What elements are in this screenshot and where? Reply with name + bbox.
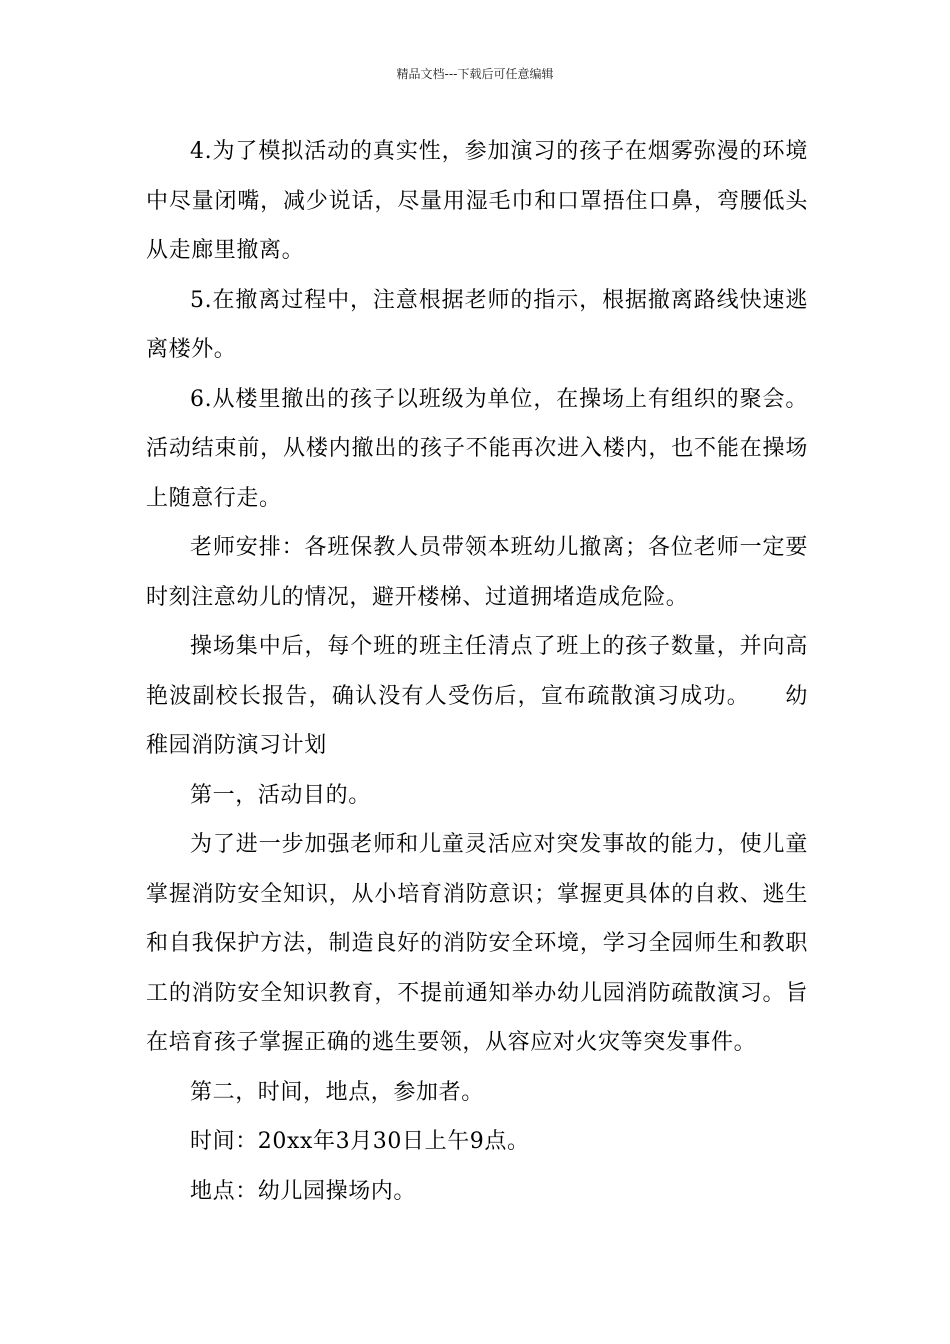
paragraph-assembly-report: 操场集中后，每个班的班主任清点了班上的孩子数量，并向高艳波副校长报告，确认没有人受伤后，宣布疏散演习成功。 幼稚园消防演习计划 — [146, 634, 808, 758]
page-header: 精品文档---下载后可任意编辑 — [396, 67, 554, 81]
paragraph-step-4: 4.为了模拟活动的真实性，参加演习的孩子在烟雾弥漫的环境中尽量闭嘴，减少说话，尽量用湿毛巾和口罩捂住口鼻，弯腰低头从走廊里撤离。 — [146, 139, 808, 263]
paragraph-purpose: 为了进一步加强老师和儿童灵活应对突发事故的能力，使儿童掌握消防安全知识，从小培育消防意识；掌握更具体的自救、逃生和自我保护方法，制造良好的消防安全环境，学习全园师生和教职工的消防安全知识教育，不提前通知举办幼儿园消防疏散演习。旨在培育孩子掌握正确的逃生要领，从容应对火灾等突发事件。 — [146, 832, 808, 1055]
document-body — [146, 127, 808, 1216]
paragraph-time: 时间：20xx年3月30日上午9点。 — [190, 1129, 530, 1154]
paragraph-step-5: 5.在撤离过程中，注意根据老师的指示，根据撤离路线快速逃离楼外。 — [146, 287, 808, 362]
section-heading-purpose: 第一，活动目的。 — [190, 782, 371, 808]
paragraph-place: 地点：幼儿园操场内。 — [190, 1178, 417, 1204]
section-heading-time-place: 第二，时间，地点，参加者。 — [190, 1079, 484, 1105]
paragraph-step-6: 6.从楼里撤出的孩子以班级为单位，在操场上有组织的聚会。活动结束前，从楼内撤出的孩子不能再次进入楼内，也不能在操场上随意行走。 — [146, 386, 808, 511]
paragraph-teacher-arrangement: 老师安排：各班保教人员带领本班幼儿撤离；各位老师一定要时刻注意幼儿的情况，避开楼梯、过道拥堵造成危险。 — [146, 535, 808, 610]
